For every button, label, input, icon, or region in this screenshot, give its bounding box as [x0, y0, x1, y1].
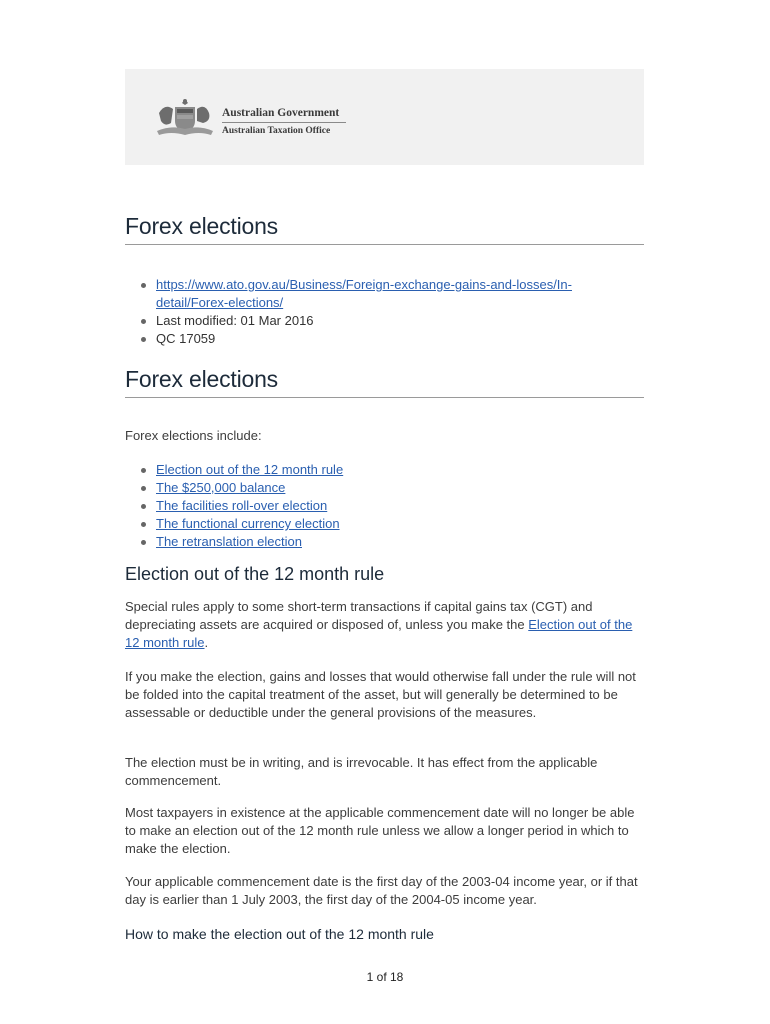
header-banner [125, 69, 644, 165]
list-item [141, 515, 541, 533]
coat-of-arms-icon [153, 95, 217, 141]
balance-link[interactable]: The $250,000 balance [156, 480, 286, 495]
qc-number: QC 17059 [141, 330, 621, 348]
paragraph-4: Most taxpayers in existence at the applicable commencement date will no longer be able to make an election out of the 12 month rule unless we allow a longer period in which to make the election. [125, 805, 635, 856]
retranslation-link[interactable]: The retranslation election [156, 534, 302, 549]
last-modified: Last modified: 01 Mar 2016 [141, 312, 621, 330]
list-item [141, 479, 541, 497]
url-line-2: detail/Forex-elections/ [156, 295, 284, 310]
agency-name: Australian Taxation Office [222, 126, 331, 136]
paragraph-5: Your applicable commencement date is the first day of the 2003-04 income year, or if that day is earlier than 1 July 2003, the first day of the 2004-05 income year. [125, 874, 638, 907]
elections-link-list [141, 461, 541, 551]
url-line-1: https://www.ato.gov.au/Business/Foreign-exchange-gains-and-losses/In- [156, 277, 572, 292]
facilities-rollover-link[interactable]: The facilities roll-over election [156, 498, 328, 513]
paragraph-1-text: Special rules apply to some short-term transactions if capital gains tax (CGT) and depreciating assets are acquired or disposed of, unless you make the [125, 599, 593, 632]
list-item [141, 497, 541, 515]
paragraph-2: If you make the election, gains and losses that would otherwise fall under the rule will not be folded into the capital treatment of the asset, but will generally be determined to be assessable or deductible under the general provisions of the measures. [125, 669, 636, 720]
list-item [141, 533, 541, 551]
election-out-inline-link[interactable]: Election out of the 12 month rule [125, 617, 633, 650]
page-meta-list [141, 276, 621, 348]
election-heading: Election out of the 12 month rule [125, 564, 385, 584]
how-to-heading: How to make the election out of the 12 month rule [125, 926, 434, 942]
functional-currency-link[interactable]: The functional currency election [156, 516, 340, 531]
page-number: 1 of 18 [366, 970, 404, 984]
list-item [141, 461, 541, 479]
source-url-link[interactable] [156, 277, 572, 310]
government-name: Australian Government [222, 107, 340, 119]
intro-text: Forex elections include: [125, 428, 262, 443]
government-wordmark [222, 107, 346, 137]
election-out-link[interactable]: Election out of the 12 month rule [156, 462, 344, 477]
wordmark-divider [222, 122, 346, 123]
paragraph-1 [125, 598, 647, 652]
list-item [141, 276, 621, 312]
page-title: Forex elections [125, 212, 644, 245]
paragraph-3: The election must be in writing, and is irrevocable. It has effect from the applicable commencement. [125, 755, 598, 788]
section-title: Forex elections [125, 365, 644, 398]
paragraph-1-end: . [204, 635, 209, 650]
